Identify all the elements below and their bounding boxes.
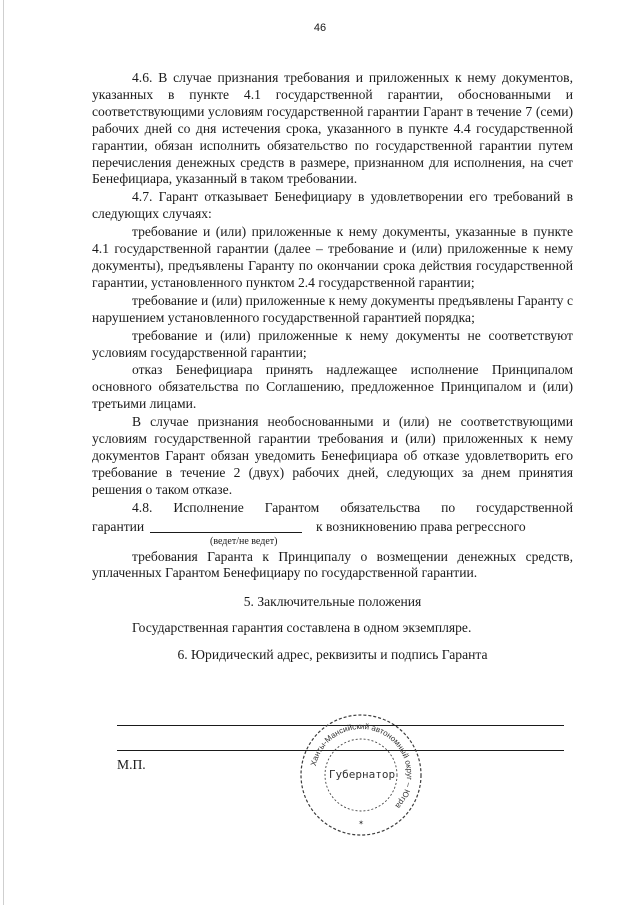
clause-4-8-blank-line [150,532,302,533]
clause-4-7-item-a: требование и (или) приложенные к нему документы, указанные в пункте 4.1 государственной гарантии (далее – требование и (или) приложенные к нему документы), предъявлены Гаранту по окончании срока действия государственной гарантии, установленного пунктом 2.4 государственной гарантии; [92,224,573,290]
clause-4-8: 4.8. Исполнение Гарантом обязательства по государственной [132,499,573,515]
official-seal [296,710,426,840]
section-5-heading: 5. Заключительные положения [243,594,422,610]
page-number: 46 [313,22,327,34]
document-body [92,70,573,664]
clause-4-7-item-b: требование и (или) приложенные к нему документы предъявлены Гаранту с нарушением установленного государственной гарантией порядка; [92,292,573,325]
clause-4-8-tail: требования Гаранта к Принципалу о возмещении денежных средств, уплаченных Гарантом Бенефициару по государственной гарантии. [92,548,573,581]
seal-ring-text: Ханты-Мансийский автономный округ – Югра [308,721,415,811]
clause-4-8-hint: (ведет/не ведет) [210,535,278,547]
clause-4-7-item-d: отказ Бенефициара принять надлежащее исполнение Принципалом основного обязательства по Соглашению, предложенное Принципалом и (или) третьими лицами. [92,362,573,412]
clause-4-8-after: к возникновению права регрессного [316,518,526,534]
clause-4-8-fill-row [92,519,573,536]
section-5-text: Государственная гарантия составлена в одном экземпляре. [132,620,472,636]
clause-4-8-label: гарантии [92,518,145,534]
clause-4-7-item-c: требование и (или) приложенные к нему документы не соответствуют условиям государственной гарантии; [92,327,573,360]
seal-center-text: Губернатор [328,768,396,781]
clause-4-6: 4.6. В случае признания требования и приложенных к нему документов, указанных в пункте 4.1 государственной гарантии, обоснованными и соответствующими условиям государственной гарантии Гарант в течение 7 (семи) рабочих дней со дня истечения срока, указанного в пункте 4.4 государственной гарантии, обязан исполнить обязательство по государственной гарантии путем перечисления денежных средств в размере, признанном для исполнения, на счет Бенефициара, указанный в таком требовании. [92,70,573,187]
section-6-heading: 6. Юридический адрес, реквизиты и подпись Гаранта [177,647,488,663]
mp-label: М.П. [117,757,146,772]
clause-4-7-intro: 4.7. Гарант отказывает Бенефициару в удовлетворении его требований в следующих случаях: [92,189,573,222]
seal-star-mark: ✶ [358,820,364,827]
page-edge [3,0,4,905]
clause-4-7-refusal-notice: В случае признания необоснованными и (или) не соответствующими условиям государственной гарантии требования и (или) приложенных к нему документов Гарант обязан уведомить Бенефициара об отказе удовлетворить его требование в течение 2 (двух) рабочих дней, следующих за днем принятия решения о таком отказе. [92,414,573,497]
